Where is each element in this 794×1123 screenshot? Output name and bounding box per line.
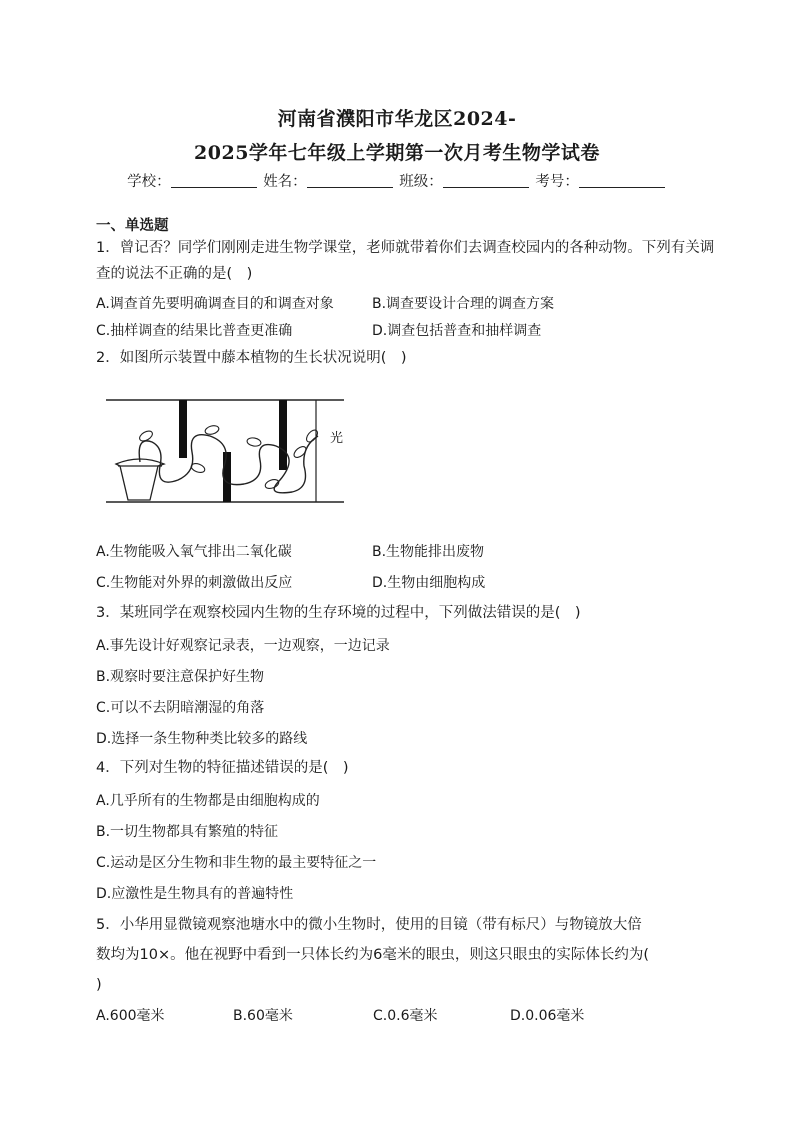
name-label: 姓名： <box>263 174 307 190</box>
school-blank[interactable] <box>171 173 257 188</box>
question-3-option-a[interactable]: A.事先设计好观察记录表，一边观察，一边记录 <box>96 638 390 654</box>
school-label: 学校： <box>127 174 171 190</box>
flower-pot <box>116 459 164 500</box>
question-1-option-a[interactable]: A.调查首先要明确调查目的和调查对象 <box>96 296 334 312</box>
leaf-icon <box>204 424 220 435</box>
question-5-stem <box>96 910 696 1000</box>
leaf-icon <box>304 428 319 444</box>
light-label: 光 <box>330 431 344 446</box>
question-2-stem: 2．如图所示装置中藤本植物的生长状况说明( ) <box>96 350 407 366</box>
section-title: 一、单选题 <box>96 218 169 234</box>
question-2-option-c[interactable]: C.生物能对外界的刺激做出反应 <box>96 575 293 591</box>
question-3-stem: 3．某班同学在观察校园内生物的生存环境的过程中，下列做法错误的是( ) <box>96 605 581 621</box>
question-1-line1: 1．曾记否？同学们刚刚走进生物学课堂，老师就带着你们去调查校园内的各种动物。下列有关调 <box>96 240 715 256</box>
question-3-option-b[interactable]: B.观察时要注意保护好生物 <box>96 669 265 685</box>
question-4-option-a[interactable]: A.几乎所有的生物都是由细胞构成的 <box>96 793 320 809</box>
leaf-icon <box>138 429 154 443</box>
name-blank[interactable] <box>307 173 393 188</box>
exam-number-blank[interactable] <box>579 173 665 188</box>
question-3-option-d[interactable]: D.选择一条生物种类比较多的路线 <box>96 731 308 747</box>
leaf-icon <box>246 437 261 447</box>
question-1-stem <box>96 235 715 287</box>
question-4-option-d[interactable]: D.应激性是生物具有的普遍特性 <box>96 886 294 902</box>
vine-plant-figure <box>104 396 354 508</box>
exam-number-label: 考号： <box>535 174 579 190</box>
vine-plant-diagram <box>104 396 354 508</box>
student-info-row <box>0 170 794 191</box>
leaf-icon <box>264 478 280 490</box>
question-5-option-b[interactable]: B.60毫米 <box>233 1008 293 1024</box>
question-5-line1: 5．小华用显微镜观察池塘水中的微小生物时，使用的目镜（带有标尺）与物镜放大倍 <box>96 917 642 933</box>
question-5-option-c[interactable]: C.0.6毫米 <box>373 1008 438 1024</box>
baffle-2 <box>223 452 231 502</box>
question-1-option-c[interactable]: C.抽样调查的结果比普查更准确 <box>96 323 293 339</box>
exam-title-line2: 2025学年七年级上学期第一次月考生物学试卷 <box>194 142 600 164</box>
question-4-option-c[interactable]: C.运动是区分生物和非生物的最主要特征之一 <box>96 855 377 871</box>
question-4-stem: 4．下列对生物的特征描述错误的是( ) <box>96 760 349 776</box>
leaf-icon <box>292 444 308 459</box>
question-2-option-a[interactable]: A.生物能吸入氧气排出二氧化碳 <box>96 544 292 560</box>
exam-title-line1: 河南省濮阳市华龙区2024- <box>277 108 517 130</box>
question-1-line2: 查的说法不正确的是( ) <box>96 266 253 282</box>
question-2-option-b[interactable]: B.生物能排出废物 <box>372 544 485 560</box>
question-5-option-d[interactable]: D.0.06毫米 <box>510 1008 585 1024</box>
class-label: 班级： <box>399 174 443 190</box>
baffle-1 <box>179 400 187 458</box>
baffle-3 <box>279 400 287 470</box>
question-5-line2: 数均为10×。他在视野中看到一只体长约为6毫米的眼虫，则这只眼虫的实际体长约为( <box>96 947 649 963</box>
question-4-option-b[interactable]: B.一切生物都具有繁殖的特征 <box>96 824 279 840</box>
question-1-option-d[interactable]: D.调查包括普查和抽样调查 <box>372 323 542 339</box>
class-blank[interactable] <box>443 173 529 188</box>
question-5-line3: ) <box>96 977 102 993</box>
leaf-icon <box>190 462 206 474</box>
question-5-option-a[interactable]: A.600毫米 <box>96 1008 165 1024</box>
question-1-option-b[interactable]: B.调查要设计合理的调查方案 <box>372 296 555 312</box>
question-3-option-c[interactable]: C.可以不去阴暗潮湿的角落 <box>96 700 265 716</box>
question-2-option-d[interactable]: D.生物由细胞构成 <box>372 575 486 591</box>
